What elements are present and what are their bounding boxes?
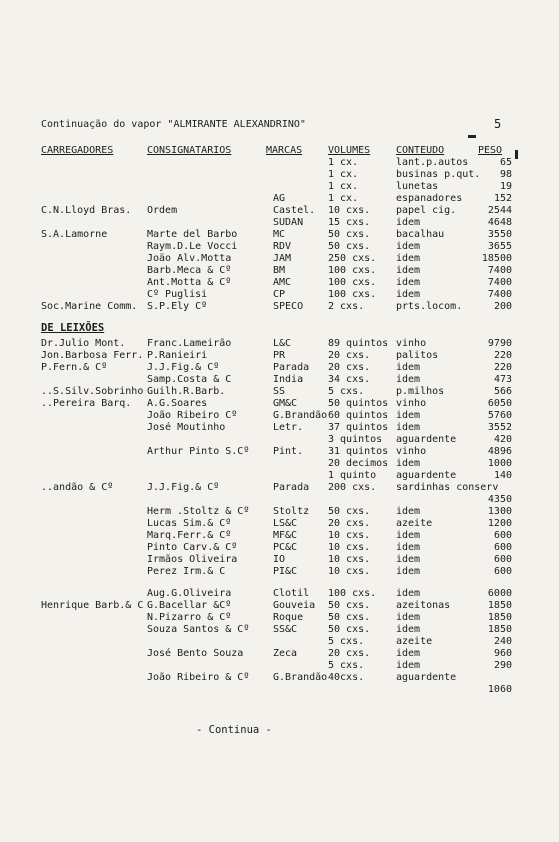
cell-cnt: azeite (396, 636, 433, 647)
cell-mar: G.Brandão (273, 672, 328, 683)
cell-mar: Letr. (273, 422, 304, 433)
cell-vol: 1 cx. (328, 181, 359, 192)
cell-car: ..Pereira Barq. (41, 398, 132, 409)
cell-vol: 50 cxs. (328, 600, 371, 611)
cell-cnt: vinho (396, 338, 427, 349)
cell-mar: SS (273, 386, 286, 397)
cell-pes: 65 (499, 157, 512, 168)
cell-con: Raym.D.Le Vocci (147, 241, 238, 252)
cell-pes: 290 (493, 660, 512, 671)
table-row (0, 624, 559, 636)
cell-cnt: idem (396, 217, 421, 228)
cell-con: Ordem (147, 205, 178, 216)
cell-vol: 20 cxs. (328, 350, 371, 361)
table-row (0, 422, 559, 434)
cell-con: Lucas Sim.& Cº (147, 518, 232, 529)
cell-pes: 600 (493, 554, 512, 565)
table-row (0, 612, 559, 624)
cell-cnt: lunetas (396, 181, 439, 192)
cell-con: Arthur Pinto S.Cº (147, 446, 250, 457)
table-row (0, 229, 559, 241)
table-row (0, 600, 559, 612)
cell-mar: Stoltz (273, 506, 310, 517)
column-header-carregadores: CARREGADORES (41, 145, 114, 156)
cell-con: Ant.Motta & Cº (147, 277, 232, 288)
cell-mar: SS&C (273, 624, 298, 635)
cell-cnt: idem (396, 530, 421, 541)
cell-con: Marq.Ferr.& Cº (147, 530, 232, 541)
table-row (0, 265, 559, 277)
cell-mar: GM&C (273, 398, 298, 409)
cell-car: Soc.Marine Comm. (41, 301, 138, 312)
cell-mar: L&C (273, 338, 292, 349)
cell-pes: 6050 (487, 398, 512, 409)
cell-mar: LS&C (273, 518, 298, 529)
cell-cnt: azeite (396, 518, 433, 529)
table-row (0, 494, 559, 506)
cell-con: Souza Santos & Cº (147, 624, 250, 635)
cell-vol: 31 quintos (328, 446, 389, 457)
cell-mar: Parada (273, 482, 310, 493)
cell-vol: 50 cxs. (328, 506, 371, 517)
cell-pes: 1850 (487, 624, 512, 635)
cell-con: Marte del Barbo (147, 229, 238, 240)
cell-cnt: idem (396, 566, 421, 577)
cell-cnt: prts.locom. (396, 301, 463, 312)
cell-pes: 600 (493, 566, 512, 577)
cell-vol: 1 cx. (328, 157, 359, 168)
cell-mar: JAM (273, 253, 292, 264)
cell-mar: Clotil (273, 588, 310, 599)
cell-pes: 4896 (487, 446, 512, 457)
cell-con: J.J.Fig.& Cº (147, 362, 220, 373)
cell-pes: 1000 (487, 458, 512, 469)
cell-car: Jon.Barbosa Ferr. (41, 350, 144, 361)
cell-vol: 37 quintos (328, 422, 389, 433)
cell-cnt: aguardente (396, 470, 457, 481)
cell-cnt: idem (396, 660, 421, 671)
table-row (0, 506, 559, 518)
cell-pes: 4648 (487, 217, 512, 228)
cell-vol: 89 quintos (328, 338, 389, 349)
table-row (0, 410, 559, 422)
cell-mar: Parada (273, 362, 310, 373)
cell-pes: 7400 (487, 277, 512, 288)
cell-vol: 50 quintos (328, 398, 389, 409)
table-row (0, 350, 559, 362)
cell-mar: MF&C (273, 530, 298, 541)
cell-vol: 100 cxs. (328, 588, 377, 599)
table-row (0, 434, 559, 446)
cell-vol: 50 cxs. (328, 624, 371, 635)
cell-pes: 3655 (487, 241, 512, 252)
cell-con: Joäo Alv.Motta (147, 253, 232, 264)
cell-pes: 240 (493, 636, 512, 647)
table-row (0, 660, 559, 672)
cell-car: C.N.Lloyd Bras. (41, 205, 132, 216)
cell-cnt: bacalhau (396, 229, 445, 240)
table-row (0, 636, 559, 648)
column-header-consignatarios: CONSIGNATARIOS (147, 145, 232, 156)
cell-cnt: idem (396, 506, 421, 517)
cell-vol: 40cxs. (328, 672, 365, 683)
page-number: 5 (494, 117, 502, 131)
table-row (0, 530, 559, 542)
cell-cnt: idem (396, 648, 421, 659)
cell-con: Barb.Meca & Cº (147, 265, 232, 276)
cell-con: P.Ranieiri (147, 350, 208, 361)
cell-pes: 3552 (487, 422, 512, 433)
table-row (0, 566, 559, 578)
cell-cnt: azeitonas (396, 600, 451, 611)
table-row (0, 241, 559, 253)
cell-mar: G.Brandão (273, 410, 328, 421)
cell-car: Henrique Barb.& C (41, 600, 144, 611)
table-row (0, 518, 559, 530)
cell-cnt: aguardente (396, 434, 457, 445)
table-row (0, 193, 559, 205)
cell-pes: 220 (493, 362, 512, 373)
cell-pes: 7400 (487, 265, 512, 276)
cell-con: Irmãos Oliveira (147, 554, 238, 565)
table-row (0, 205, 559, 217)
cell-con: Perez Irm.& C (147, 566, 226, 577)
table-row (0, 470, 559, 482)
cell-vol: 200 cxs. (328, 482, 377, 493)
cell-cnt: espanadores (396, 193, 463, 204)
table-row (0, 157, 559, 169)
cell-pes: 2544 (487, 205, 512, 216)
cell-vol: 10 cxs. (328, 542, 371, 553)
cell-cnt: idem (396, 253, 421, 264)
column-header-conteudo: CONTEUDO (396, 145, 445, 156)
cell-mar: PR (273, 350, 286, 361)
cell-mar: SUDAN (273, 217, 304, 228)
cell-pes: 420 (493, 434, 512, 445)
table-row (0, 648, 559, 660)
cell-pes: 200 (493, 301, 512, 312)
cell-pes: 566 (493, 386, 512, 397)
table-row (0, 253, 559, 265)
table-row (0, 386, 559, 398)
ink-mark (468, 135, 476, 138)
cell-pes: 1060 (487, 684, 512, 695)
cell-cnt: palitos (396, 350, 439, 361)
cell-cnt: idem (396, 265, 421, 276)
cell-pes: 1850 (487, 600, 512, 611)
cell-vol: 20 cxs. (328, 518, 371, 529)
cell-pes: 98 (499, 169, 512, 180)
table-row (0, 554, 559, 566)
cell-cnt: idem (396, 542, 421, 553)
cell-vol: 10 cxs. (328, 554, 371, 565)
document-title: Continuação do vapor "ALMIRANTE ALEXANDRINO" (41, 119, 306, 130)
column-header-marcas: MARCAS (266, 145, 303, 156)
table-row (0, 301, 559, 313)
cell-vol: 2 cxs. (328, 301, 365, 312)
cell-con: A.G.Soares (147, 398, 208, 409)
cell-con: Franc.Lameirão (147, 338, 232, 349)
cell-mar: Pint. (273, 446, 304, 457)
cell-pes: 600 (493, 542, 512, 553)
cell-con: Pinto Carv.& Cº (147, 542, 238, 553)
cell-cnt: idem (396, 277, 421, 288)
cell-con: S.P.Ely Cº (147, 301, 208, 312)
cell-mar: PI&C (273, 566, 298, 577)
cell-car: Dr.Julio Mont. (41, 338, 126, 349)
cell-vol: 10 cxs. (328, 530, 371, 541)
cell-mar: CP (273, 289, 286, 300)
cell-con: G.Bacellar &Cº (147, 600, 232, 611)
cell-cnt: idem (396, 422, 421, 433)
cell-mar: PC&C (273, 542, 298, 553)
cell-vol: 250 cxs. (328, 253, 377, 264)
cell-cnt: lant.p.autos (396, 157, 469, 168)
cell-mar: Zeca (273, 648, 298, 659)
cell-car: S.A.Lamorne (41, 229, 108, 240)
table-row (0, 482, 559, 494)
cell-cnt: idem (396, 554, 421, 565)
cell-vol: 50 cxs. (328, 612, 371, 623)
cell-cnt: idem (396, 362, 421, 373)
cell-cnt: sardinhas conserv (396, 482, 499, 493)
cell-vol: 5 cxs. (328, 386, 365, 397)
cell-pes: 5760 (487, 410, 512, 421)
cell-cnt: idem (396, 624, 421, 635)
cell-pes: 473 (493, 374, 512, 385)
cell-pes: 220 (493, 350, 512, 361)
cell-vol: 1 cx. (328, 169, 359, 180)
cell-vol: 1 cx. (328, 193, 359, 204)
table-row (0, 338, 559, 350)
cell-pes: 9790 (487, 338, 512, 349)
cell-pes: 152 (493, 193, 512, 204)
ink-mark (515, 150, 518, 159)
cell-vol: 20 cxs. (328, 648, 371, 659)
cell-cnt: idem (396, 289, 421, 300)
cell-pes: 18500 (481, 253, 512, 264)
cell-vol: 34 cxs. (328, 374, 371, 385)
cell-vol: 50 cxs. (328, 229, 371, 240)
cell-cnt: vinho (396, 398, 427, 409)
cell-mar: RDV (273, 241, 292, 252)
cell-vol: 100 cxs. (328, 289, 377, 300)
cell-pes: 4350 (487, 494, 512, 505)
cell-car: P.Fern.& Cº (41, 362, 108, 373)
cell-pes: 6000 (487, 588, 512, 599)
table-row (0, 542, 559, 554)
cell-con: José Bento Souza (147, 648, 244, 659)
cell-mar: BM (273, 265, 286, 276)
cell-vol: 1 quinto (328, 470, 377, 481)
column-header-volumes: VOLUMES (328, 145, 371, 156)
cell-vol: 20 decimos (328, 458, 389, 469)
cell-vol: 10 cxs. (328, 566, 371, 577)
table-row (0, 217, 559, 229)
cell-pes: 3550 (487, 229, 512, 240)
cell-vol: 5 cxs. (328, 660, 365, 671)
cell-vol: 15 cxs. (328, 217, 371, 228)
cell-pes: 19 (499, 181, 512, 192)
cell-cnt: idem (396, 458, 421, 469)
cell-vol: 3 quintos (328, 434, 383, 445)
cell-cnt: vinho (396, 446, 427, 457)
table-row (0, 398, 559, 410)
table-row (0, 458, 559, 470)
cell-cnt: idem (396, 374, 421, 385)
cell-vol: 100 cxs. (328, 277, 377, 288)
cell-vol: 5 cxs. (328, 636, 365, 647)
cell-vol: 20 cxs. (328, 362, 371, 373)
column-header-peso: PESO (478, 145, 503, 156)
cell-mar: AG (273, 193, 286, 204)
cell-mar: India (273, 374, 304, 385)
table-row (0, 672, 559, 684)
cell-vol: 100 cxs. (328, 265, 377, 276)
section-title-leixoes: DE LEIXÕES (41, 322, 105, 334)
table-row (0, 289, 559, 301)
cell-con: Aug.G.Oliveira (147, 588, 232, 599)
cell-mar: IO (273, 554, 286, 565)
cell-mar: AMC (273, 277, 292, 288)
cell-con: Guilh.R.Barb. (147, 386, 226, 397)
cell-con: Samp.Costa & C (147, 374, 232, 385)
cell-pes: 600 (493, 530, 512, 541)
cell-mar: Castel. (273, 205, 316, 216)
table-row (0, 362, 559, 374)
table-row (0, 588, 559, 600)
cell-pes: 1200 (487, 518, 512, 529)
table-row (0, 374, 559, 386)
cell-cnt: idem (396, 612, 421, 623)
cell-vol: 10 cxs. (328, 205, 371, 216)
table-row (0, 181, 559, 193)
cell-cnt: aguardente (396, 672, 457, 683)
cell-con: N.Pizarro & Cº (147, 612, 232, 623)
cell-cnt: idem (396, 410, 421, 421)
table-row (0, 684, 559, 696)
table-row (0, 169, 559, 181)
continues-footer: - Continua - (196, 724, 272, 736)
cell-con: João Ribeiro & Cº (147, 672, 250, 683)
cell-con: José Moutinho (147, 422, 226, 433)
cell-pes: 1300 (487, 506, 512, 517)
cell-mar: Roque (273, 612, 304, 623)
table-row (0, 446, 559, 458)
cell-pes: 140 (493, 470, 512, 481)
cell-con: João Ribeiro Cº (147, 410, 238, 421)
cell-vol: 50 cxs. (328, 241, 371, 252)
cell-vol: 60 quintos (328, 410, 389, 421)
cell-mar: MC (273, 229, 286, 240)
cell-pes: 7400 (487, 289, 512, 300)
cell-mar: SPECO (273, 301, 304, 312)
cell-con: J.J.Fig.& Cº (147, 482, 220, 493)
cell-cnt: p.milhos (396, 386, 445, 397)
table-row (0, 277, 559, 289)
cell-cnt: businas p.qut. (396, 169, 481, 180)
cell-car: ..S.Silv.Sobrinho (41, 386, 144, 397)
cell-con: Cº Puglisi (147, 289, 208, 300)
cell-cnt: idem (396, 588, 421, 599)
cell-con: Herm .Stoltz & Cº (147, 506, 250, 517)
cell-cnt: papel cig. (396, 205, 457, 216)
cell-pes: 960 (493, 648, 512, 659)
cell-pes: 1850 (487, 612, 512, 623)
cell-cnt: idem (396, 241, 421, 252)
cell-mar: Gouveia (273, 600, 316, 611)
cell-car: ..andão & Cº (41, 482, 114, 493)
